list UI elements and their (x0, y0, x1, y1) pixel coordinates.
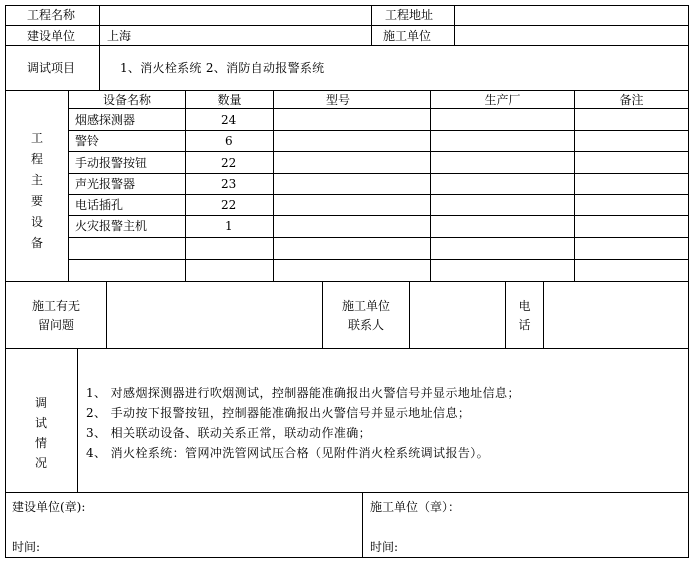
contractor-signature-label: 施工单位（章）： (370, 500, 461, 514)
situation-line: 2、 手动按下报警按钮，控制器能准确报出火警信号并显示地址信息； (86, 406, 471, 420)
equipment-name: 电话插孔 (75, 198, 124, 212)
issues-label-line2: 留问题 (37, 318, 74, 332)
contact-label-line2: 联系人 (347, 318, 384, 332)
debug-items-label: 调试项目 (27, 61, 76, 75)
equipment-label-char: 备 (30, 236, 43, 250)
equipment-name: 警铃 (75, 134, 100, 148)
situation-label-char: 调 (34, 396, 47, 410)
equipment-name: 手动报警按钮 (75, 156, 148, 170)
contact-label-line1: 施工单位 (341, 299, 390, 313)
phone-label-line2: 话 (518, 318, 531, 332)
situation-label-char: 况 (34, 456, 47, 470)
issues-label (6, 299, 106, 332)
equipment-label-char: 程 (30, 152, 43, 166)
equipment-qty: 22 (221, 198, 237, 212)
builder-time-label: 时间: (12, 540, 41, 554)
equipment-label-char: 工 (30, 131, 43, 145)
situation-line: 1、 对感烟探测器进行吹烟测试，控制器能准确报出火警信号并显示地址信息； (86, 386, 520, 400)
contact-label (323, 299, 409, 332)
equipment-qty: 23 (221, 177, 237, 191)
contractor-time-label: 时间: (370, 540, 399, 554)
issues-label-line1: 施工有无 (31, 299, 80, 313)
situation-line: 3、 相关联动设备、联动关系正常，联动动作准确； (86, 426, 372, 440)
equipment-name: 火灾报警主机 (75, 219, 148, 233)
situation-line: 4、 消火栓系统：管网冲洗管网试压合格（见附件消火栓系统调试报告）。 (86, 446, 490, 460)
builder-label: 建设单位 (27, 29, 76, 43)
debug-items-value: 1、消火栓系统 2、消防自动报警系统 (120, 61, 325, 75)
column-header-model: 型号 (325, 93, 350, 107)
situation-label-char: 情 (34, 436, 47, 450)
equipment-label-char: 主 (30, 173, 43, 187)
column-header-maker: 生产厂 (484, 93, 521, 107)
equipment-qty: 24 (221, 113, 237, 127)
equipment-label-char: 设 (30, 215, 43, 229)
builder-signature-label: 建设单位(章): (12, 500, 86, 514)
equipment-qty: 22 (221, 156, 237, 170)
column-header-note: 备注 (619, 93, 644, 107)
project-name-label: 工程名称 (27, 8, 76, 22)
situation-label-char: 试 (34, 416, 47, 430)
equipment-name: 声光报警器 (75, 177, 136, 191)
equipment-qty: 6 (225, 134, 233, 148)
contractor-label: 施工单位 (383, 29, 432, 43)
column-header-name: 设备名称 (102, 93, 151, 107)
phone-label-line1: 电 (518, 299, 531, 313)
equipment-qty: 1 (225, 219, 233, 233)
builder-value: 上海 (107, 29, 132, 43)
equipment-label-char: 要 (30, 194, 43, 208)
project-address-label: 工程地址 (385, 8, 434, 22)
column-header-qty: 数量 (217, 93, 242, 107)
phone-label (506, 299, 543, 332)
equipment-name: 烟感探测器 (75, 113, 136, 127)
